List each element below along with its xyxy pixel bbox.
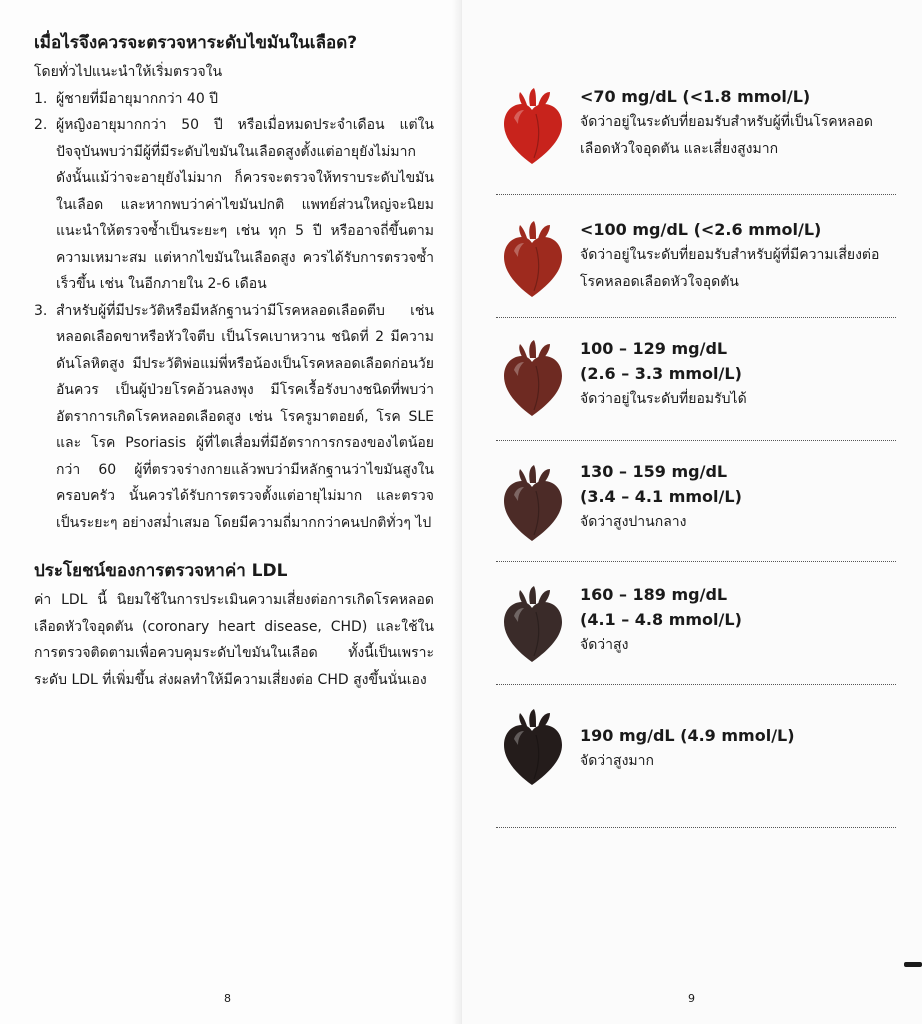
ldl-level-row — [496, 318, 896, 441]
heart-icon — [500, 336, 564, 420]
ldl-level-text — [580, 459, 896, 536]
ldl-level-row — [496, 441, 896, 562]
ldl-value-mmol: (2.6 – 3.3 mmol/L) — [580, 364, 742, 383]
ldl-value: 160 – 189 mg/dL — [580, 585, 728, 604]
ldl-level-text — [580, 582, 896, 659]
ldl-description: จัดว่าสูงปานกลาง — [580, 514, 687, 530]
ldl-benefit-section — [34, 558, 434, 693]
ldl-level-row — [496, 562, 896, 685]
ldl-description: จัดว่าอยู่ในระดับที่ยอมรับสำหรับผู้ที่เป็นโรคหลอดเลือดหัวใจอุดตัน และเสี่ยงสูงมาก — [580, 114, 873, 157]
page-edge-mark — [904, 962, 922, 967]
ldl-value: 130 – 159 mg/dL — [580, 462, 728, 481]
intro-text: โดยทั่วไปแนะนำให้เริ่มตรวจใน — [34, 64, 223, 80]
ldl-value: 100 – 129 mg/dL — [580, 339, 728, 358]
heart-icon — [500, 582, 564, 666]
list-item — [34, 112, 434, 298]
page-number-left: 8 — [224, 992, 231, 1005]
list-item — [34, 298, 434, 537]
list-number: 1. — [34, 90, 48, 107]
ldl-value: <100 mg/dL (<2.6 mmol/L) — [580, 220, 822, 239]
ldl-level-row — [496, 195, 896, 318]
right-page — [462, 0, 922, 1024]
list-text: สำหรับผู้ที่มีประวัติหรือมีหลักฐานว่ามีโรคหลอดเลือดตีบ เช่น หลอดเลือดขาหรือหัวใจตีบ เป็นโรคเบาหวาน ชนิดที่ 2 มีความดันโลหิตสูง มีประวัติพ่อแม่พี่หรือน้องเป็นโรคหลอดเลือดก่อนวัยอันควร เป็นผู้ป่วยโรคอ้วนลงพุง มีโรคเรื้อรังบางชนิดที่พบว่าอัตราการเกิดโรคหลอดเลือดสูง เช่น โรครูมาตอยด์, โรค SLE และ โรค Psoriasis ผู้ที่ไตเสื่อมที่มีอัตราการกรองของไตน้อยกว่า 60 ผู้ที่ตรวจร่างกายแล้วพบว่ามีหลักฐานว่าไขมันสูงในครอบครัว นั้นควรได้รับการตรวจตั้งแต่อายุไม่มาก และตรวจเป็นระยะๆ อย่างสม่ำเสมอ โดยมีความถี่มากกว่าคนปกติทั่วๆ ไป — [56, 302, 434, 531]
ldl-description: จัดว่าสูง — [580, 637, 629, 653]
heading-ldl-benefit: ประโยชน์ของการตรวจหาค่า LDL — [34, 561, 288, 581]
list-item — [34, 86, 434, 113]
ldl-description: จัดว่าสูงมาก — [580, 753, 654, 769]
ldl-level-row — [496, 685, 896, 828]
ldl-level-row — [496, 70, 896, 195]
left-page-content — [34, 30, 434, 693]
ldl-level-text — [580, 84, 896, 163]
ldl-description: จัดว่าอยู่ในระดับที่ยอมรับได้ — [580, 391, 747, 407]
ldl-value: <70 mg/dL (<1.8 mmol/L) — [580, 87, 811, 106]
heart-icon — [500, 705, 564, 789]
ldl-description: จัดว่าอยู่ในระดับที่ยอมรับสำหรับผู้ที่มีความเสี่ยงต่อโรคหลอดเลือดหัวใจอุดตัน — [580, 247, 880, 290]
ldl-level-list — [496, 70, 896, 828]
list-number: 3. — [34, 302, 48, 319]
heading-when-to-test: เมื่อไรจึงควรจะตรวจหาระดับไขมันในเลือด? — [34, 33, 358, 53]
ldl-value-mmol: (3.4 – 4.1 mmol/L) — [580, 487, 742, 506]
page-number-right: 9 — [688, 992, 695, 1005]
list-text: ผู้หญิงอายุมากกว่า 50 ปี หรือเมื่อหมดประจำเดือน แต่ในปัจจุบันพบว่ามีผู้ที่มีระดับไขมันในเลือดสูงตั้งแต่อายุยังไม่มาก ดังนั้นแม้ว่าจะอายุยังไม่มาก ก็ควรจะตรวจให้ทราบระดับไขมันในเลือด และหากพบว่าค่าไขมันปกติ แพทย์ส่วนใหญ่จะนิยมแนะนำให้ตรวจซ้ำเป็นระยะๆ เช่น ทุก 5 ปี หรืออาจถี่ขึ้นตามความเหมาะสม แต่หากไขมันในเลือดสูง ควรได้รับการตรวจซ้ำเร็วขึ้น เช่น ในอีกภายใน 2-6 เดือน — [56, 117, 434, 292]
list-text: ผู้ชายที่มีอายุมากกว่า 40 ปี — [56, 90, 219, 107]
ldl-value: 190 mg/dL (4.9 mmol/L) — [580, 726, 795, 745]
ldl-value-mmol: (4.1 – 4.8 mmol/L) — [580, 610, 742, 629]
heart-icon — [500, 461, 564, 545]
ldl-benefit-paragraph: ค่า LDL นี้ นิยมใช้ในการประเมินความเสี่ยงต่อการเกิดโรคหลอดเลือดหัวใจอุดตัน (coronary heart disease, CHD) และใช้ในการตรวจติดตามเพื่อควบคุมระดับไขมันในเลือด ทั้งนี้เป็นเพราะระดับ LDL ที่เพิ่มขึ้น ส่งผลทำให้มีความเสี่ยงต่อ CHD สูงขึ้นนั่นเอง — [34, 592, 434, 688]
ldl-level-text — [580, 336, 896, 413]
list-number: 2. — [34, 117, 48, 133]
recommendation-list — [34, 86, 434, 537]
ldl-level-text — [580, 217, 896, 296]
heart-icon — [500, 217, 564, 301]
heart-icon — [500, 84, 564, 168]
ldl-level-text — [580, 723, 896, 775]
